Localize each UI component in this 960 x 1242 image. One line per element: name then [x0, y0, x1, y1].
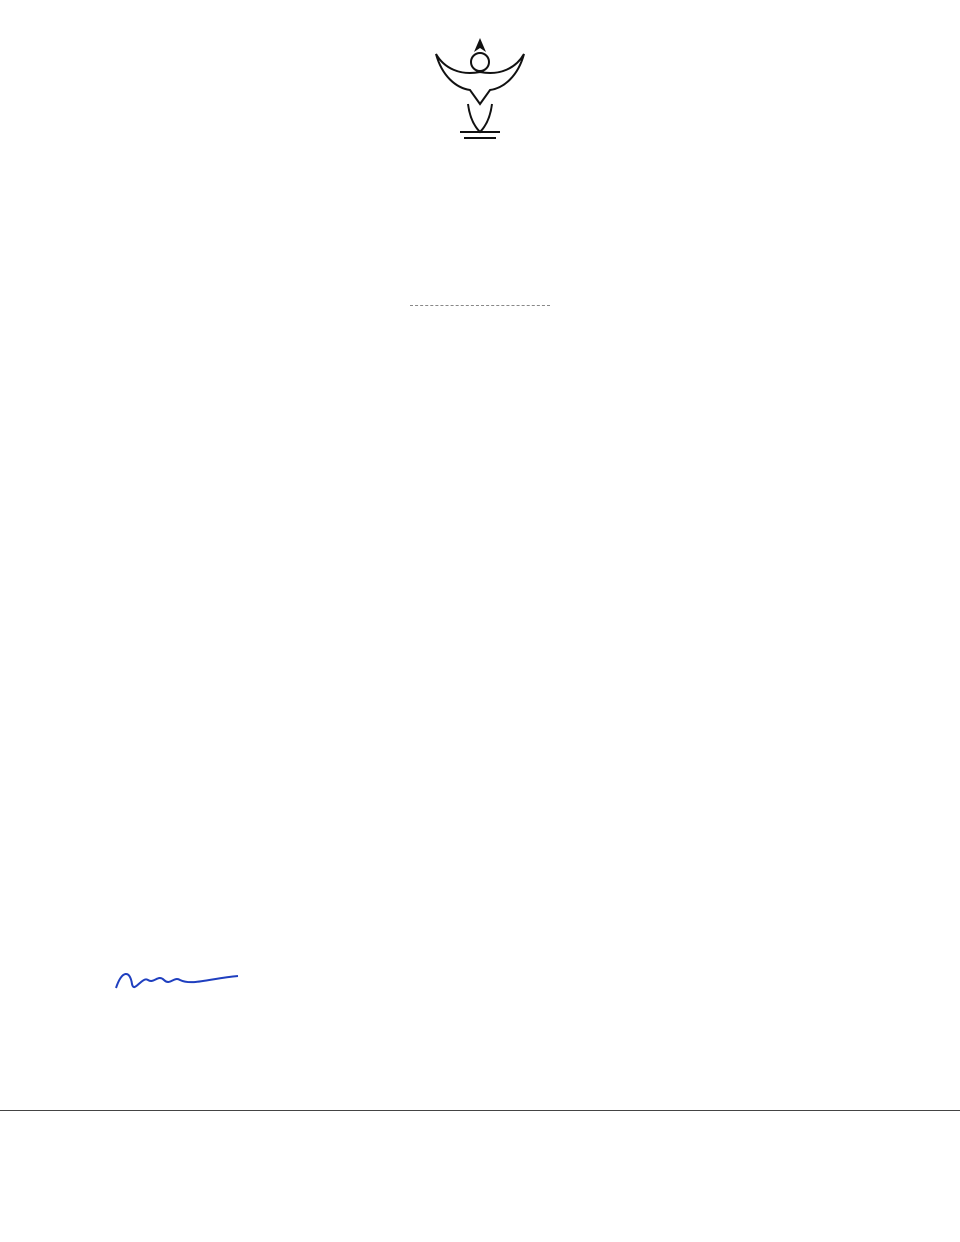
body-text [112, 342, 862, 486]
handwritten-signature-icon [112, 966, 242, 996]
title-line-4 [110, 263, 850, 298]
title-line-1 [110, 158, 850, 193]
title-line-2 [110, 193, 850, 228]
footer-divider [0, 1110, 960, 1111]
title-line-3 [110, 228, 850, 263]
title-divider [410, 305, 550, 306]
body-paragraph [112, 414, 862, 440]
body-paragraph [112, 342, 862, 368]
emblem-icon [430, 32, 530, 142]
body-paragraph [112, 450, 862, 476]
certified-copy-block [112, 966, 242, 1006]
body-paragraph [112, 378, 862, 404]
title-block [110, 158, 850, 298]
